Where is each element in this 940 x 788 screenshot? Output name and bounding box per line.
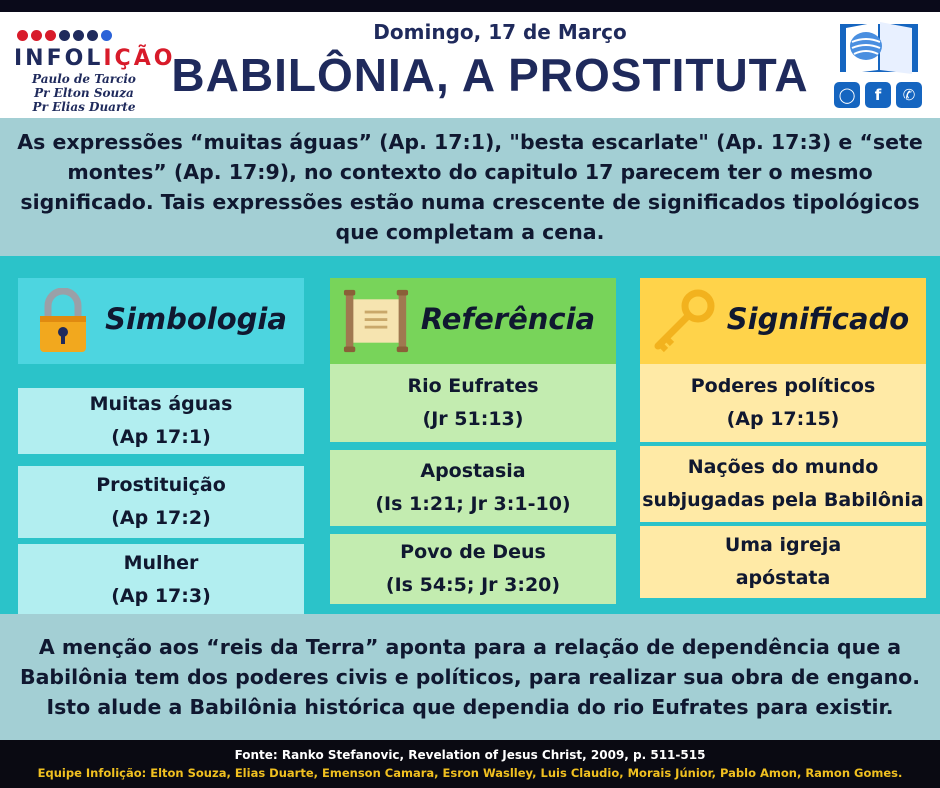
social-icons — [834, 82, 922, 108]
top-bar — [0, 0, 940, 12]
brand-logo — [14, 46, 175, 71]
table-cell — [330, 450, 616, 526]
cell-line: Prostituição — [96, 474, 226, 496]
logo-dot — [101, 30, 112, 41]
author-name: Pr Elton Souza — [34, 86, 134, 100]
header — [0, 0, 940, 118]
column-header — [640, 278, 926, 364]
cell-line: (Jr 51:13) — [422, 408, 524, 430]
author-name: Paulo de Tarcio — [32, 72, 136, 86]
conclusion-section — [0, 614, 940, 740]
cell-line: (Is 54:5; Jr 3:20) — [385, 574, 561, 596]
column-header — [18, 278, 304, 364]
logo-dots — [17, 30, 112, 41]
brand-text-b: IÇÃO — [103, 46, 176, 71]
table-cell — [640, 364, 926, 442]
table-cell — [18, 466, 304, 538]
cell-line: subjugadas pela Babilônia — [642, 489, 924, 511]
page-title: BABILÔNIA, A PROSTITUTA — [171, 49, 809, 101]
logo-dot — [73, 30, 84, 41]
facebook-icon[interactable]: f — [865, 82, 891, 108]
cell-line: (Ap 17:1) — [111, 426, 211, 448]
column-label: Referência — [420, 302, 596, 336]
footer — [0, 740, 940, 788]
cell-line: Poderes políticos — [690, 375, 876, 397]
cell-line: Povo de Deus — [400, 541, 546, 563]
cell-line: Mulher — [123, 552, 199, 574]
table-cell — [330, 364, 616, 442]
table-cell — [640, 526, 926, 598]
conclusion-text: A menção aos “reis da Terra” aponta para a relação de dependência que a Babilônia tem dos poderes civis e políticos, para realizar sua obra de engano. Isto alude a Babilônia histórica que dependia do rio Eufrates para existir. — [19, 635, 921, 719]
brand-text-a: INFOL — [14, 46, 104, 71]
cell-line: (Ap 17:2) — [111, 507, 211, 529]
author-name: Pr Elias Duarte — [32, 100, 136, 114]
logo-dot — [17, 30, 28, 41]
intro-section — [0, 118, 940, 256]
cell-line: Uma igreja — [724, 534, 842, 556]
instagram-icon[interactable]: ◯ — [834, 82, 860, 108]
column-label: Significado — [726, 302, 910, 336]
table-cell — [330, 534, 616, 604]
cell-line: (Ap 17:15) — [726, 408, 840, 430]
book-logo-icon — [838, 18, 920, 76]
column-significado — [640, 278, 926, 598]
key-icon — [648, 288, 718, 354]
whatsapp-icon[interactable]: ✆ — [896, 82, 922, 108]
table-cell — [18, 544, 304, 616]
intro-text: As expressões “muitas águas” (Ap. 17:1), "besta escarlate" (Ap. 17:3) e “sete montes” (Ap. 17:9), no contexto do capitulo 17 parecem ter o mesmo significado. Tais expressões estão numa crescente de significados tipológicos que completam a cena. — [17, 130, 923, 244]
logo-dot — [59, 30, 70, 41]
column-header — [330, 278, 616, 364]
cell-line: apóstata — [735, 567, 831, 589]
table-cell — [18, 388, 304, 454]
source-credit: Fonte: Ranko Stefanovic, Revelation of Jesus Christ, 2009, p. 511-515 — [234, 748, 706, 762]
authors — [14, 72, 154, 114]
logo-dot — [45, 30, 56, 41]
team-credit: Equipe Infolição: Elton Souza, Elias Duarte, Emenson Camara, Esron Waslley, Luis Claudio, Morais Júnior, Pablo Amon, Ramon Gomes. — [37, 766, 903, 780]
cell-line: (Ap 17:3) — [111, 585, 211, 607]
logo-dot — [31, 30, 42, 41]
logo-dot — [87, 30, 98, 41]
symbol-table — [0, 256, 940, 614]
cell-line: Nações do mundo — [687, 456, 879, 478]
column-referencia — [330, 278, 616, 598]
column-simbologia — [18, 278, 304, 607]
cell-line: Rio Eufrates — [407, 375, 539, 397]
date: Domingo, 17 de Março — [373, 20, 627, 44]
column-label: Simbologia — [105, 302, 287, 336]
cell-line: Apostasia — [420, 460, 526, 482]
table-cell — [640, 446, 926, 522]
cell-line: (Is 1:21; Jr 3:1-10) — [375, 493, 571, 515]
padlock-icon — [32, 288, 94, 354]
cell-line: Muitas águas — [89, 393, 233, 415]
